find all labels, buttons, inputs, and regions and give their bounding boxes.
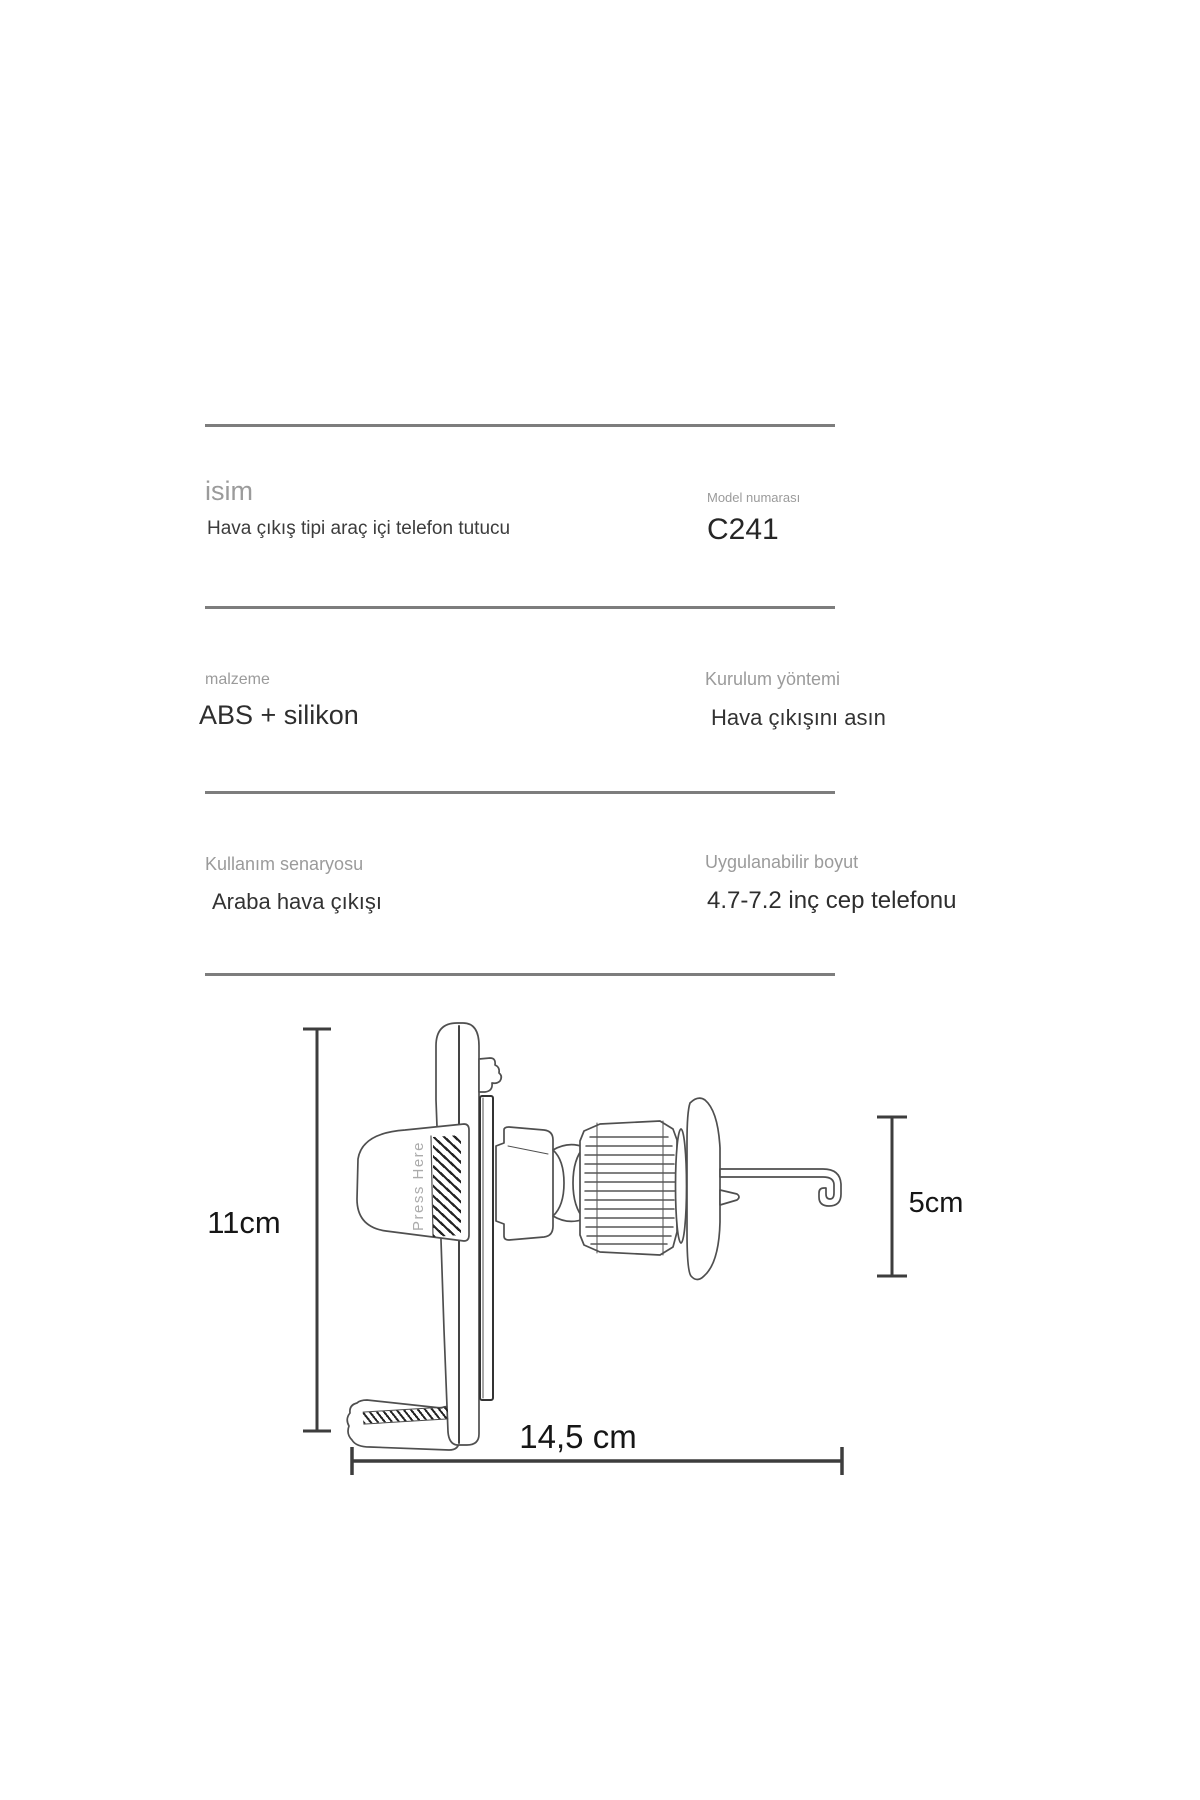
plate-edge-rail [480, 1096, 493, 1400]
separator-line [205, 424, 835, 427]
spec-label-usage-scenario: Kullanım senaryosu [205, 854, 364, 874]
spec-label-install-method: Kurulum yöntemi [705, 669, 841, 689]
spec-value-name: Hava çıkış tipi araç içi telefon tutucu [207, 518, 511, 539]
separator-line [205, 606, 835, 609]
spec-value-model-number: C241 [707, 513, 779, 546]
spec-label-material: malzeme [205, 671, 270, 688]
product-dimension-diagram [150, 990, 1010, 1510]
press-here-label: Press Here [410, 1140, 427, 1232]
width-dimension-label: 14,5 cm [519, 1418, 637, 1455]
spec-value-material: ABS + silikon [199, 700, 359, 730]
vent-flange-shape [687, 1098, 720, 1279]
spec-value-install-method: Hava çıkışını asın [711, 705, 886, 730]
product-drawing [150, 990, 1010, 1510]
vent-hook-shape [720, 1169, 841, 1206]
press-button-hatch-texture [433, 1135, 461, 1237]
spec-value-usage-scenario: Araba hava çıkışı [212, 889, 382, 914]
knob-face-edge [676, 1129, 687, 1243]
separator-line [205, 791, 835, 794]
spec-value-applicable-size: 4.7-7.2 inç cep telefonu [707, 887, 957, 914]
spec-label-model-number: Model numarası [707, 490, 801, 505]
spec-label-applicable-size: Uygulanabilir boyut [705, 852, 859, 872]
knurled-knob-shape [580, 1121, 677, 1255]
mount-block-shape [496, 1127, 553, 1240]
top-button-shape [479, 1058, 501, 1092]
depth-dimension-label: 5cm [908, 1187, 964, 1219]
hook-tab-shape [720, 1190, 739, 1205]
phone-holder-outline [347, 1023, 841, 1450]
height-dimension-label: 11cm [207, 1205, 281, 1240]
separator-line [205, 973, 835, 976]
spec-label-name: isim [205, 476, 253, 506]
